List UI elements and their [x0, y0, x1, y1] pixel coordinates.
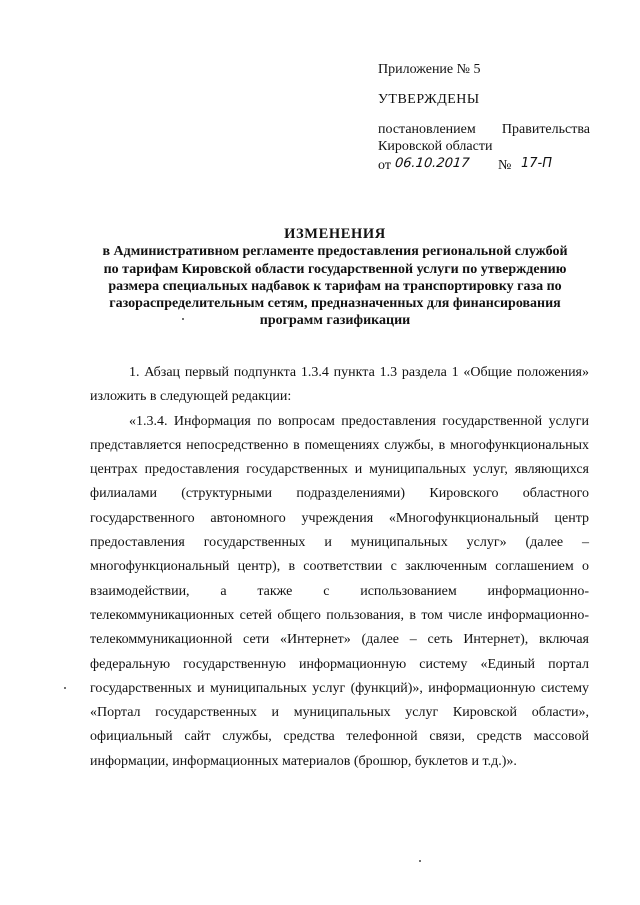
heading-line: по тарифам Кировской области государственной услуги по утверждению [103, 261, 567, 277]
scan-speck [182, 318, 184, 320]
heading-line: газораспределительным сетям, предназначенных для финансирования [109, 296, 561, 312]
document-body [90, 361, 589, 774]
heading-line: в Административном регламенте предоставления региональной службой [102, 244, 568, 260]
body-paragraph-2: «1.3.4. Информация по вопросам предоставления государственной услуги представляется непосредственно в помещениях службы, в многофункциональных центрах предоставления государственных и муниципальных услуг, являющихся филиалами (структурными подразделениями) Кировского областного государственного автономного учреждения «Многофункциональный центр предоставления государственных и муниципальных услуг» (далее – многофункциональный центр), в соответствии с заключенным соглашением о взаимодействии, а также с использованием информационно-телекоммуникационных сетей общего пользования, в том числе информационно-телекоммуникационной сети «Интернет» (далее – сеть Интернет), включая федеральную государственную информационную систему «Единый портал государственных и муниципальных услуг (функций)», информационную систему «Портал государственных и муниципальных услуг Кировской области», официальный сайт службы, средства телефонной связи, средств массовой информации, информационных материалов (брошюр, буклетов и т.д.)». [90, 413, 589, 769]
region-line: Кировской области [378, 139, 493, 154]
body-paragraph-1: 1. Абзац первый подпункта 1.3.4 пункта 1.3 раздела 1 «Общие положения» изложить в следующей редакции: [90, 365, 589, 405]
approval-block [378, 61, 590, 175]
scan-speck [64, 687, 66, 689]
document-heading [70, 226, 600, 330]
heading-line: программ газификации [259, 313, 411, 329]
heading-line: размера специальных надбавок к тарифам на транспортировку газа по [108, 278, 562, 294]
number-sign: № [498, 158, 512, 173]
handwritten-number: 17-П [521, 156, 553, 171]
approved-label: УТВЕРЖДЕНЫ [378, 92, 480, 107]
resolution-line: постановлением Правительства [378, 122, 590, 137]
date-number-line [378, 155, 590, 175]
heading-title: ИЗМЕНЕНИЯ [284, 226, 386, 242]
appendix-label: Приложение № 5 [378, 62, 481, 77]
date-prefix: от [378, 158, 391, 173]
scan-speck [419, 860, 421, 862]
handwritten-date: 06.10.2017 [394, 156, 471, 171]
